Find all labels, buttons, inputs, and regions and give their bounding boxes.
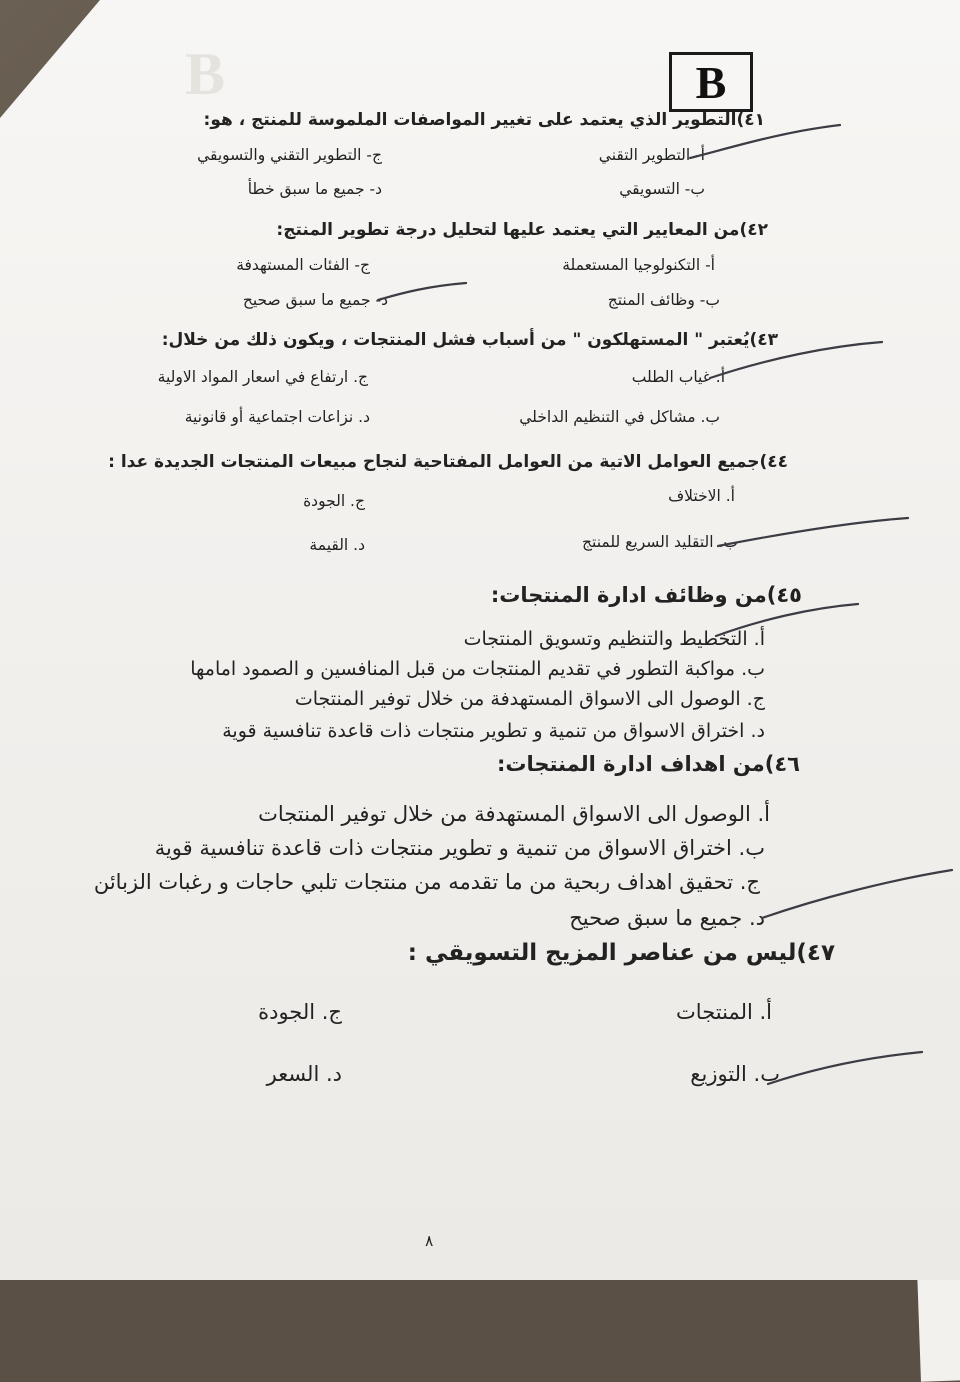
- question-46-stem: ٤٦)من اهداف ادارة المنتجات:: [496, 752, 800, 776]
- question-41-stem: ٤١)التطوير الذي يعتمد على تغيير المواصفات الملموسة للمنتج ، هو:: [203, 110, 765, 130]
- question-44-option-d: د. القيمة: [309, 536, 365, 554]
- question-45-option-a: أ. التخطيط والتنظيم وتسويق المنتجات: [463, 628, 765, 650]
- question-46-option-a: أ. الوصول الى الاسواق المستهدفة من خلال توفير المنتجات: [258, 802, 770, 826]
- page-number: ٨: [425, 1232, 434, 1250]
- question-43-option-a: أ. غياب الطلب: [631, 368, 725, 386]
- question-45-option-d: د. اختراق الاسواق من تنمية و تطوير منتجات ذات قاعدة تنافسية قوية: [222, 720, 765, 742]
- question-41-option-b: ب- التسويقي: [619, 180, 705, 198]
- question-44-stem: ٤٤)جميع العوامل الاتية من العوامل المفتاحية لنجاح مبيعات المنتجات الجديدة عدا :: [108, 452, 788, 472]
- question-43-option-c: ج. ارتفاع في اسعار المواد الاولية: [157, 368, 368, 386]
- question-45-stem: ٤٥)من وظائف ادارة المنتجات:: [490, 583, 802, 607]
- question-46-option-b: ب. اختراق الاسواق من تنمية و تطوير منتجات ذات قاعدة تنافسية قوية: [154, 836, 765, 860]
- question-44-option-c: ج. الجودة: [303, 492, 365, 510]
- question-47-option-c: ج. الجودة: [258, 1000, 342, 1024]
- question-42-stem: ٤٢)من المعايير التي يعتمد عليها لتحليل درجة تطوير المنتج:: [276, 220, 768, 240]
- question-43-option-d: د. نزاعات اجتماعية أو قانونية: [184, 408, 370, 426]
- question-47-option-a: أ. المنتجات: [676, 1000, 772, 1024]
- pen-mark-q42: [378, 283, 466, 300]
- pen-mark-q41: [690, 125, 840, 158]
- pen-mark-q46: [762, 870, 952, 918]
- exam-form-label: B: [669, 52, 753, 112]
- question-47-option-b: ب. التوزيع: [690, 1062, 780, 1086]
- pen-mark-q47: [768, 1052, 922, 1084]
- question-42-option-d: د- جميع ما سبق صحيح: [242, 291, 388, 309]
- question-42-option-a: أ- التكنولوجيا المستعملة: [562, 256, 715, 274]
- pen-mark-q44: [718, 518, 908, 546]
- question-41-option-d: د- جميع ما سبق خطأ: [247, 180, 382, 198]
- question-45-option-c: ج. الوصول الى الاسواق المستهدفة من خلال توفير المنتجات: [294, 688, 765, 710]
- question-43-stem: ٤٣)يُعتبر " المستهلكون " من أسباب فشل المنتجات ، ويكون ذلك من خلال:: [161, 330, 778, 350]
- question-41-option-c: ج- التطوير التقني والتسويقي: [197, 146, 382, 164]
- question-47-stem: ٤٧)ليس من عناصر المزيج التسويقي :: [407, 940, 835, 966]
- question-47-option-d: د. السعر: [266, 1062, 342, 1086]
- question-42-option-c: ج- الفئات المستهدفة: [236, 256, 370, 274]
- question-46-option-c: ج. تحقيق اهداف ربحية من ما تقدمه من منتجات تلبي حاجات و رغبات الزبائن: [93, 870, 760, 894]
- question-43-option-b: ب. مشاكل في التنظيم الداخلي: [519, 408, 720, 426]
- question-46-option-d: د. جميع ما سبق صحيح: [569, 906, 765, 930]
- question-41-option-a: أ- التطوير التقني: [598, 146, 705, 164]
- question-42-option-b: ب- وظائف المنتج: [607, 291, 720, 309]
- question-44-option-b: ب. التقليد السريع للمنتج: [582, 533, 738, 551]
- question-44-option-a: أ. الاختلاف: [668, 487, 735, 505]
- bleed-through-label: B: [185, 41, 226, 107]
- question-45-option-b: ب. مواكبة التطور في تقديم المنتجات من قبل المنافسين و الصمود امامها: [190, 658, 765, 680]
- pen-mark-q43: [710, 342, 882, 378]
- pen-mark-q45: [716, 604, 858, 636]
